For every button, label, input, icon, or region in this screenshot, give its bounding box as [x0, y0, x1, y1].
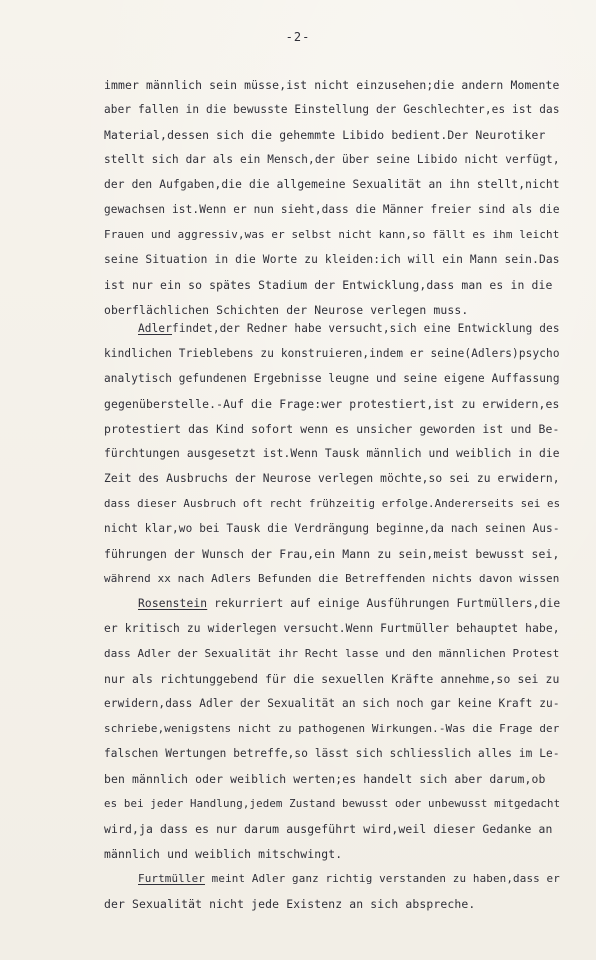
speaker-name: Furtmüller	[138, 872, 205, 885]
text-line: dass dieser Ausbruch oft recht frühzeitig erfolge.Andererseits sei es	[104, 497, 561, 510]
text-line: es bei jeder Handlung,jedem Zustand bewusst oder unbewusst mitgedacht	[104, 797, 561, 810]
text-line: führungen der Wunsch der Frau,ein Mann zu sein,meist bewusst sei,	[104, 547, 560, 561]
text-line: immer männlich sein müsse,ist nicht einzusehen;die andern Momente	[104, 78, 560, 92]
speaker-name: Adler	[138, 322, 173, 335]
text-line: gewachsen ist.Wenn er nun sieht,dass die Männer freier sind als die	[104, 203, 560, 216]
text-line: nur als richtunggebend für die sexuellen Kräfte annehme,so sei zu	[104, 672, 560, 686]
text-line: der den Aufgaben,die die allgemeine Sexualität an ihn stellt,nicht	[104, 178, 560, 191]
text-line: nicht klar,wo bei Tausk die Verdrängung beginne,da nach seinen Aus-	[104, 522, 560, 535]
text-line: während xx nach Adlers Befunden die Betreffenden nichts davon wissen	[104, 572, 560, 585]
text-line: gegenüberstelle.-Auf die Frage:wer protestiert,ist zu erwidern,es	[104, 397, 560, 411]
text-line: schriebe,wenigstens nicht zu pathogenen Wirkungen.-Was die Frage der	[104, 722, 560, 735]
paragraph-first-line	[138, 597, 560, 610]
text-line: aber fallen in die bewusste Einstellung der Geschlechter,es ist das	[104, 103, 560, 116]
text-line: analytisch gefundenen Ergebnisse leugne und seine eigene Auffassung	[104, 372, 560, 385]
text-line: ben männlich oder weiblich werten;es handelt sich aber darum,ob	[104, 772, 546, 786]
text-line: dass Adler der Sexualität ihr Recht lasse und den männlichen Protest	[104, 647, 560, 660]
speaker-name: Rosenstein	[138, 597, 208, 610]
text-line: stellt sich dar als ein Mensch,der über seine Libido nicht verfügt,	[104, 153, 560, 166]
text-segment: findet,der Redner habe versucht,sich eine Entwicklung des	[172, 322, 560, 335]
paragraph-first-line	[138, 872, 560, 885]
text-line: männlich und weiblich mitschwingt.	[104, 847, 343, 861]
text-line: ist nur ein so spätes Stadium der Entwicklung,dass man es in die	[104, 278, 553, 292]
text-line: protestiert das Kind sofort wenn es unsicher geworden ist und Be-	[104, 422, 560, 436]
text-line: falschen Wertungen betreffe,so lässt sich schliesslich alles im Le-	[104, 747, 560, 760]
text-line: der Sexualität nicht jede Existenz an sich abspreche.	[104, 897, 476, 911]
text-line: Zeit des Ausbruchs der Neurose verlegen möchte,so sei zu erwidern,	[104, 472, 560, 485]
text-line: erwidern,dass Adler der Sexualität an sich noch gar keine Kraft zu-	[104, 697, 560, 710]
text-line: Material,dessen sich die gehemmte Libido bedient.Der Neurotiker	[104, 128, 546, 142]
text-line: wird,ja dass es nur darum ausgeführt wird,weil dieser Gedanke an	[104, 822, 553, 836]
text-line: oberflächlichen Schichten der Neurose verlegen muss.	[104, 303, 469, 317]
text-segment: meint Adler ganz richtig verstanden zu haben,dass er	[204, 872, 560, 885]
text-segment: rekurriert auf einige Ausführungen Furtmüllers,die	[207, 597, 561, 610]
text-line: fürchtungen ausgesetzt ist.Wenn Tausk männlich und weiblich in die	[104, 447, 560, 460]
text-line: Frauen und aggressiv,was er selbst nicht kann,so fällt es ihm leicht	[104, 228, 560, 241]
text-line: kindlichen Trieblebens zu konstruieren,indem er seine(Adlers)psycho	[104, 347, 560, 360]
paragraph-first-line	[138, 322, 560, 335]
text-line: seine Situation in die Worte zu kleiden:ich will ein Mann sein.Das	[104, 253, 560, 266]
text-line: er kritisch zu widerlegen versucht.Wenn Furtmüller behauptet habe,	[104, 622, 560, 635]
page-number: -2-	[285, 30, 311, 44]
